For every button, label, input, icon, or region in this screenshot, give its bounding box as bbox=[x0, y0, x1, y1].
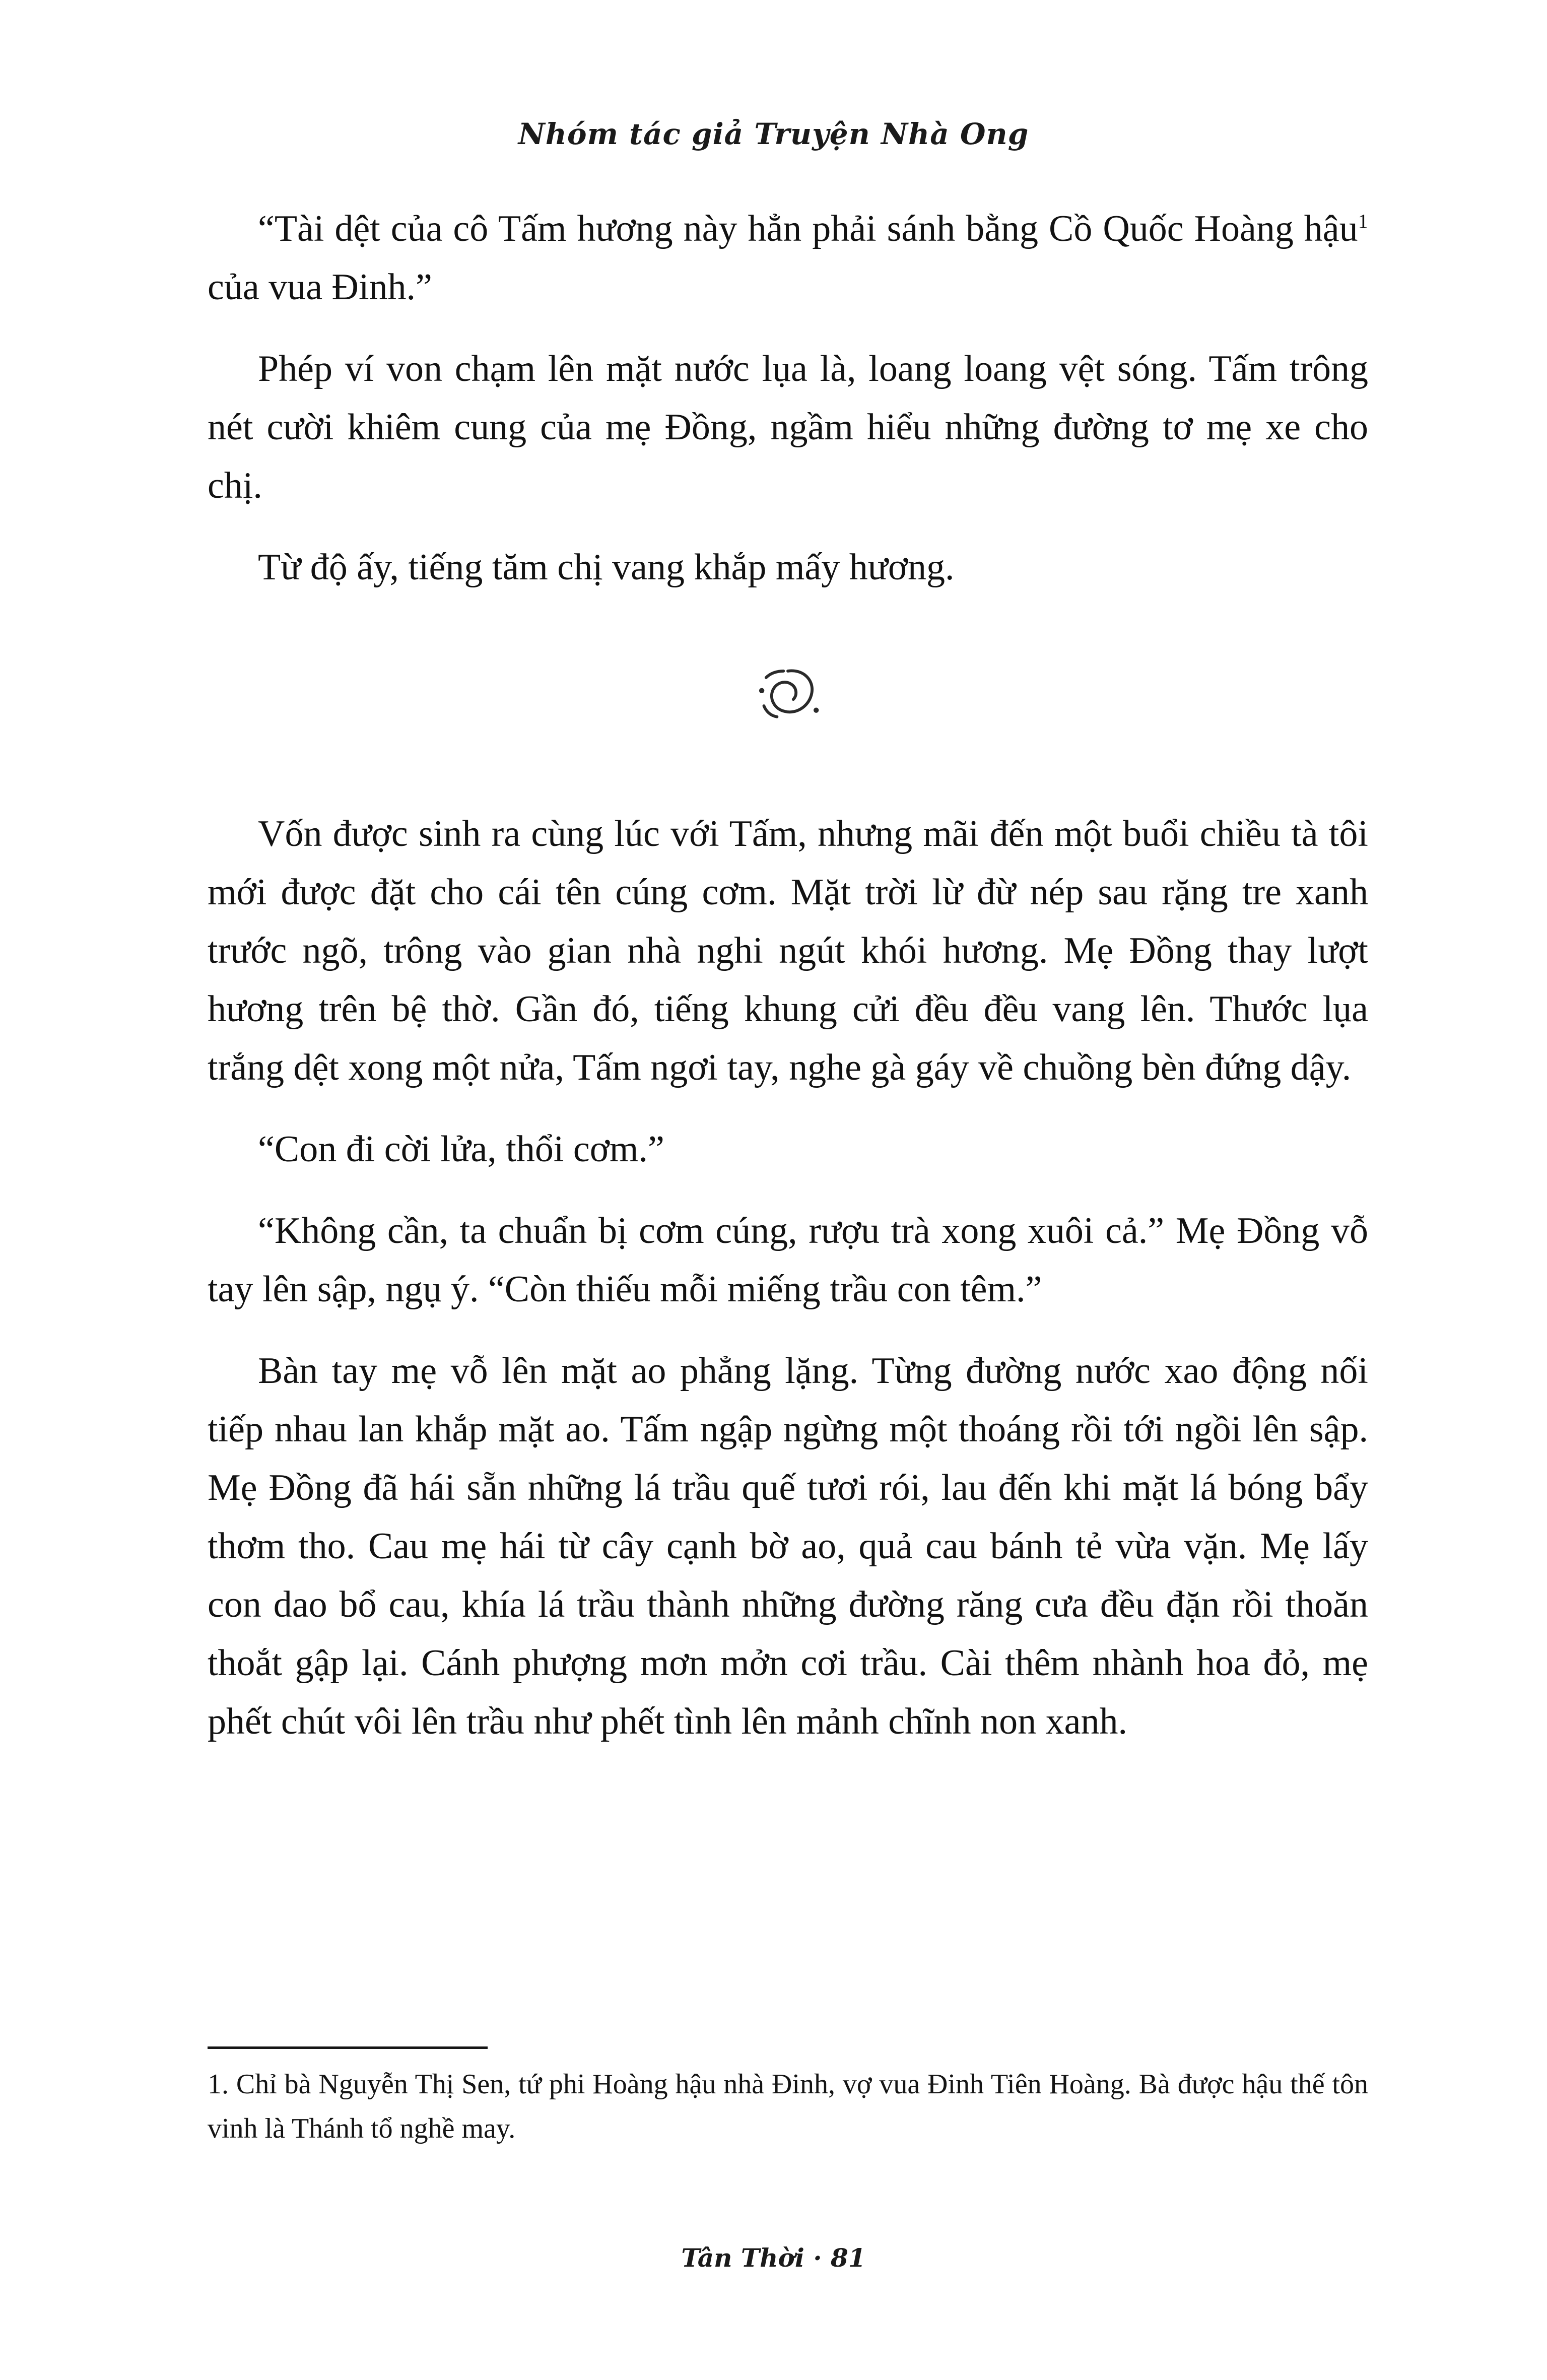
paragraph-dialogue-1 bbox=[208, 200, 1368, 316]
paragraph-dialogue-6: “Không cần, ta chuẩn bị cơm cúng, rượu trà xong xuôi cả.” Mẹ Đồng vỗ tay lên sập, ngụ ý. “Còn thiếu mỗi miếng trầu con têm.” bbox=[208, 1210, 1368, 1310]
footnote-text: 1. Chỉ bà Nguyễn Thị Sen, tứ phi Hoàng hậu nhà Đinh, vợ vua Đinh Tiên Hoàng. Bà được hậu thế tôn vinh là Thánh tổ nghề may. bbox=[208, 2069, 1368, 2144]
paragraph-4: Vốn được sinh ra cùng lúc với Tấm, nhưng mãi đến một buổi chiều tà tôi mới được đặt cho cái tên cúng cơm. Mặt trời lừ đừ nép sau rặng tre xanh trước ngõ, trông vào gian nhà nghi ngút khói hương. Mẹ Đồng thay lượt hương trên bệ thờ. Gần đó, tiếng khung cửi đều đều vang lên. Thước lụa trắng dệt xong một nửa, Tấm ngơi tay, nghe gà gáy về chuồng bèn đứng dậy. bbox=[208, 813, 1368, 1088]
section-break bbox=[208, 661, 1368, 725]
running-header-author-line: Nhóm tác giả Truyện Nhà Ong bbox=[518, 117, 1029, 151]
running-footer-page-label: Tân Thời · 81 bbox=[681, 2243, 866, 2273]
footnote-separator-rule bbox=[208, 2046, 488, 2049]
paragraph-text: của vua Đinh.” bbox=[208, 267, 432, 308]
footnote-marker: 1 bbox=[1358, 210, 1368, 233]
paragraph-7: Bàn tay mẹ vỗ lên mặt ao phẳng lặng. Từng đường nước xao động nối tiếp nhau lan khắp mặt ao. Tấm ngập ngừng một thoáng rồi tới ngồi lên sập. Mẹ Đồng đã hái sẵn những lá trầu quế tươi rói, lau đến khi mặt lá bóng bẩy thơm tho. Cau mẹ hái từ cây cạnh bờ ao, quả cau bánh tẻ vừa vặn. Mẹ lấy con dao bổ cau, khía lá trầu thành những đường răng cưa đều đặn rồi thoăn thoắt gập lại. Cánh phượng mơn mởn cơi trầu. Cài thêm nhành hoa đỏ, mẹ phết chút vôi lên trầu như phết tình lên mảnh chĩnh non xanh. bbox=[208, 1350, 1368, 1742]
paragraph-dialogue-5: “Con đi cời lửa, thổi cơm.” bbox=[258, 1129, 664, 1170]
paragraph-3: Từ độ ấy, tiếng tăm chị vang khắp mấy hương. bbox=[258, 547, 955, 588]
main-text-block bbox=[208, 200, 1368, 1774]
floral-swirl-ornament-icon bbox=[754, 661, 822, 722]
paragraph-text: “Tài dệt của cô Tấm hương này hẳn phải sánh bằng Cồ Quốc Hoàng hậu bbox=[258, 208, 1358, 249]
paragraph-2: Phép ví von chạm lên mặt nước lụa là, loang loang vệt sóng. Tấm trông nét cười khiêm cung của mẹ Đồng, ngầm hiểu những đường tơ mẹ xe cho chị. bbox=[208, 348, 1368, 506]
footnote-block bbox=[208, 2046, 1368, 2151]
